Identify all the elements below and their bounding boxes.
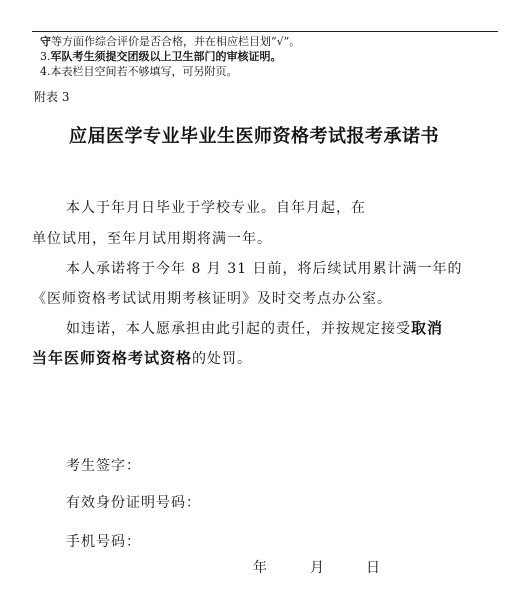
note-bold-text: 军队考生须提交团级以上卫生部门的审核证明。 [50, 50, 282, 63]
body-line-4: 《医师资格考试试用期考核证明》及时交考点办公室。 [32, 291, 392, 307]
note-line-3: 4.本表栏目空间若不够填写，可另附页。 [40, 65, 238, 78]
signature-label: 考生签字： [66, 458, 141, 474]
body-line-5 [66, 319, 443, 338]
header-rule [32, 31, 498, 32]
id-number-label: 有效身份证明号码： [66, 495, 201, 511]
note-number: 3. [40, 50, 51, 63]
body-line-3: 本人承诺将于今年 8 月 31 日前，将后续试用累计满一年的 [66, 261, 463, 277]
page-title: 应届医学专业毕业生医师资格考试报考承诺书 [69, 126, 439, 147]
note-line-1 [40, 35, 300, 49]
note-line-2 [40, 50, 282, 64]
appendix-label: 附表 3 [34, 90, 70, 104]
body-line-6-text: 的处罚。 [192, 351, 253, 367]
phone-label: 手机号码： [66, 534, 141, 550]
body-line-5-emphasis: 取消 [411, 319, 444, 337]
body-line-5-text: 如违诺，本人愿承担由此引起的责任，并按规定接受 [66, 321, 411, 337]
date-year: 年 [253, 560, 267, 576]
body-line-2: 单位试用，至年月试用期将满一年。 [32, 231, 272, 247]
note-bold-lead: 守 [40, 35, 51, 48]
date-month: 月 [310, 560, 324, 576]
date-day: 日 [366, 560, 380, 576]
body-line-1: 本人于年月日毕业于学校专业。自年月起，在 [66, 200, 366, 216]
note-text: 等方面作综合评价是否合格，并在相应栏目划“√”。 [51, 35, 301, 48]
body-line-6-emphasis: 当年医师资格考试资格 [32, 349, 193, 367]
body-line-6 [32, 349, 252, 368]
